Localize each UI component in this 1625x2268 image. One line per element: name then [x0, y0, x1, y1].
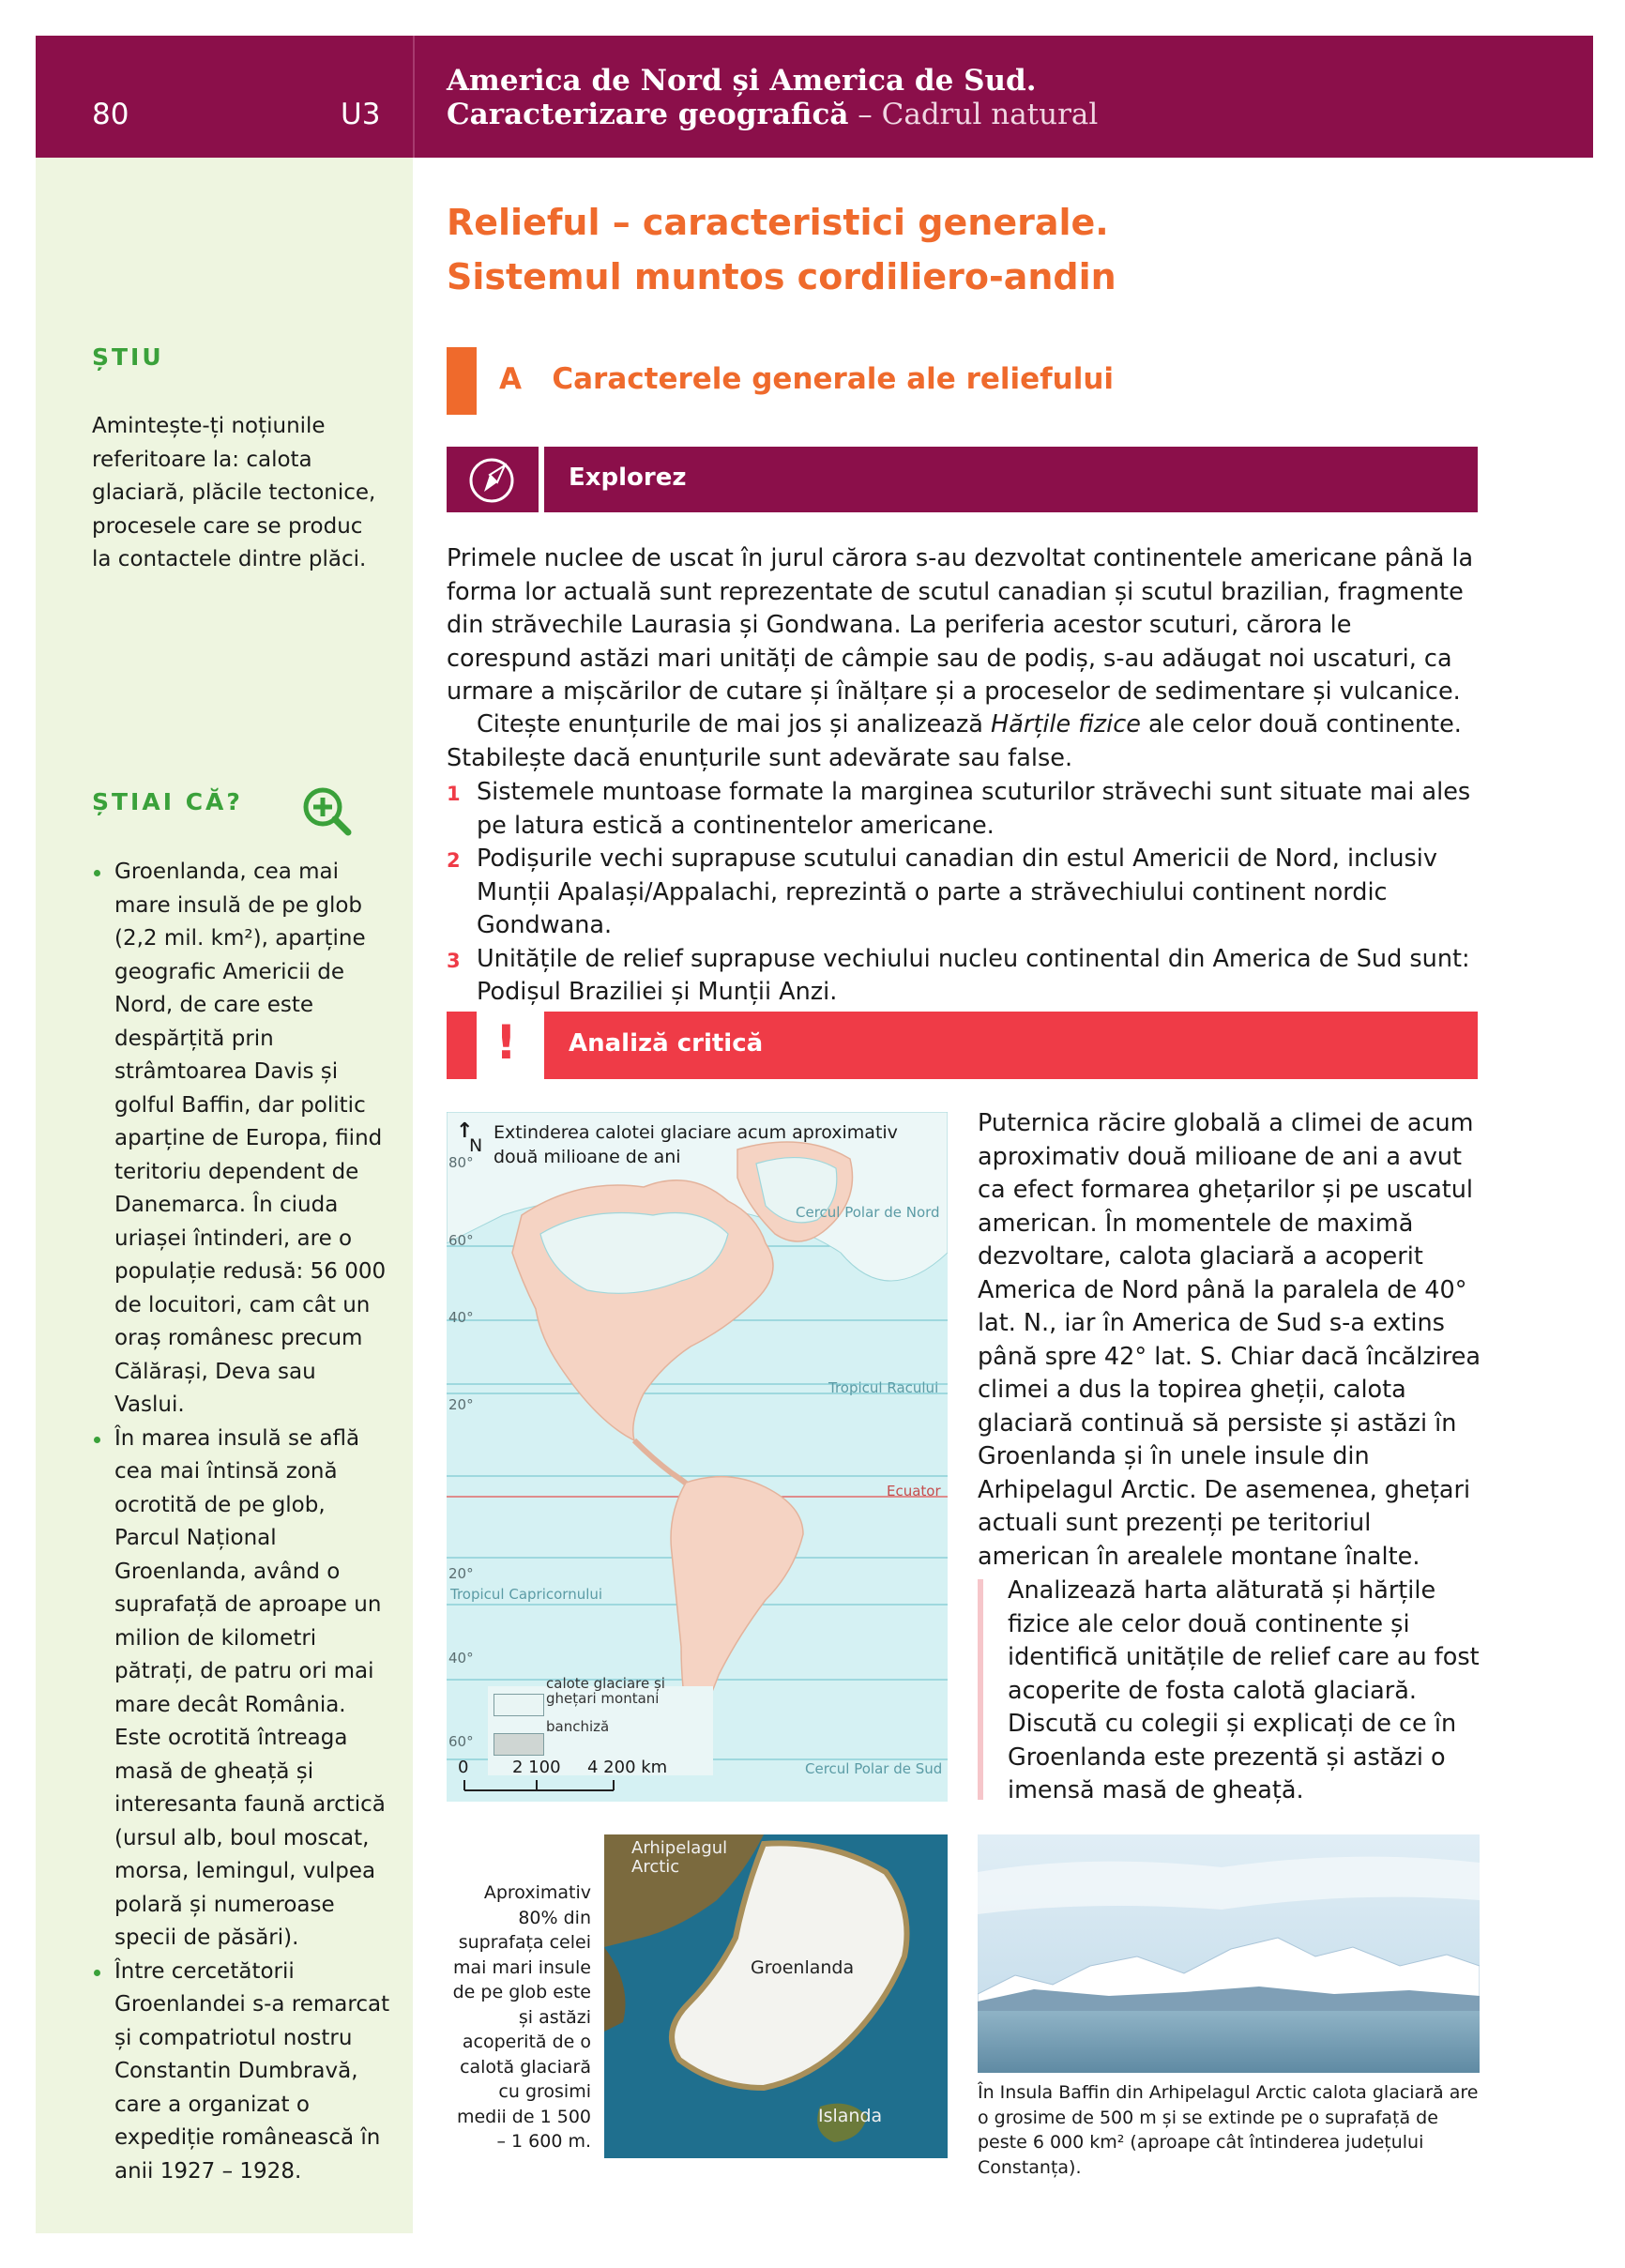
header-title-line1: America de Nord și America de Sud.: [447, 64, 1037, 98]
statement-number: 3: [447, 949, 461, 972]
baffin-drawing: [978, 1834, 1480, 2073]
explorez-bar: [544, 447, 1478, 512]
statement-number: 2: [447, 849, 461, 872]
statement-item: [447, 943, 1479, 1010]
greenland-label: Groenlanda: [751, 1957, 855, 1978]
arctic-archipelago-label: Arhipelagul Arctic: [631, 1838, 728, 1877]
scale-bar: [463, 1779, 623, 1792]
north-label: N: [469, 1135, 483, 1156]
analiza-text: Puternica răcire globală a climei de acum aproximativ două milioane de ani a avut ca efect formarea ghețarilor și pe uscatul american. În momentele de maximă dezvoltare, calota glaciară a acoperit America de Nord până la paralela de 40° lat. N., iar în America de Sud s-a extins până spre 42° lat. S. Chiar dacă încălzirea climei a dus la topirea gheții, calota glaciară continuă să persiste și astăzi în Groenlanda și în unele insule din Arhipelagul Arctic. De asemenea, ghețari actuali sunt prezenți pe teritoriul american în arealele montane înalte.: [978, 1109, 1481, 1571]
greenland-satellite-image: [604, 1834, 948, 2158]
statements-list: [447, 776, 1479, 1010]
page-number: 80: [92, 98, 129, 131]
page-header: [36, 36, 1593, 158]
baffin-photo: [978, 1834, 1480, 2073]
legend-swatch-pack: [494, 1733, 544, 1756]
header-divider: [413, 36, 415, 158]
statement-text: Podișurile vechi suprapuse scutului canadian din estul Americii de Nord, inclusiv Munții Apalași/Appalachi, reprezintă o parte a străvechiului continent nordic Gondwana.: [477, 845, 1437, 939]
stiu-heading: ȘTIU: [92, 343, 164, 371]
header-title-rest: – Cadrul natural: [848, 98, 1099, 131]
legend-swatch-ice: [494, 1694, 544, 1716]
compass-icon: [447, 447, 539, 512]
analiza-bar: [544, 1012, 1478, 1079]
stiai-heading: ȘTIAI CĂ?: [92, 788, 243, 815]
task-text-end: ale celor două continente. Stabilește dacă enunțurile sunt adevărate sau false.: [447, 710, 1462, 772]
analiza-label: Analiză critică: [569, 1029, 764, 1058]
scale-0: 0: [458, 1758, 469, 1777]
lat-40s: 40°: [448, 1650, 474, 1667]
exclamation-icon: !: [495, 1015, 517, 1070]
stiai-item: Groenlanda, cea mai mare insulă de pe glob (2,2 mil. km²), aparține geografic Americii de Nord, de care este despărțită prin strâmtoarea Davis și golful Baffin, dar politic aparține de Europa, fiind teritoriu dependent de Danemarca. În ciuda uriașei întinderi, are o populație redusă: 56 000 de locuitori, cam cât un oraș românesc precum Călărași, Deva sau Vaslui.: [92, 856, 392, 1423]
lat-60: 60°: [448, 1232, 474, 1249]
section-a-heading: [499, 362, 1114, 396]
unit-label: U3: [341, 98, 381, 131]
north-arrow-icon: ↑: [456, 1119, 474, 1143]
stiai-item: În marea insulă se află cea mai întinsă zonă ocrotită de pe glob, Parcul Național Groenlanda, având o suprafață de aproape un milion de kilometri pătrați, de patru ori mai mare decât România. Este ocrotită întreaga masă de gheață și interesanta faună arctică (ursul alb, boul moscat, morsa, lemingul, vulpea polară și numeroase specii de păsări).: [92, 1423, 392, 1956]
header-title-line2: [447, 98, 1098, 131]
statement-item: [447, 843, 1479, 943]
analiza-marker: [447, 1012, 477, 1079]
page-title: [447, 195, 1116, 304]
analiza-task: Analizează harta alăturată și hărțile fizice ale celor două continente și identifică unitățile de relief care au fost acoperite de fosta calotă glaciară. Discută cu colegii și explicați de ce în Groenlanda este prezentă și astăzi o imensă masă de gheață.: [1008, 1576, 1480, 1804]
task-text-start: Citește enunțurile de mai jos și analizează: [477, 710, 992, 738]
lat-60s: 60°: [448, 1733, 474, 1750]
scale-2100: 2 100: [512, 1758, 561, 1777]
section-marker: [447, 347, 477, 415]
statement-number: 1: [447, 783, 461, 805]
legend-ice-label: calote glaciare și ghețari montani: [546, 1675, 665, 1707]
map-title: Extinderea calotei glaciare acum aproximativ două milioane de ani: [494, 1122, 898, 1167]
antarctic-circle-label: Cercul Polar de Sud: [805, 1760, 943, 1777]
task-paragraph: [447, 708, 1479, 775]
page-title-line2: Sistemul muntos cordiliero-andin: [447, 256, 1116, 297]
equator-label: Ecuator: [887, 1483, 941, 1499]
arctic-circle-label: Cercul Polar de Nord: [796, 1204, 940, 1221]
statement-item: [447, 776, 1479, 843]
greenland-drawing: [604, 1834, 948, 2158]
lat-40: 40°: [448, 1309, 474, 1326]
lat-80: 80°: [448, 1154, 474, 1171]
task-text-italic: Hărțile fizice: [991, 710, 1141, 738]
intro-paragraph: Primele nuclee de uscat în jurul cărora s-au dezvoltat continentele americane până la forma lor actuală sunt reprezentate de scutul canadian și scutul brazilian, fragmente din străvechile Laurasia și Gondwana. La periferia acestor scuturi, cărora le corespund astăzi mari unități de câmpie sau de podiș, s-au adăugat noi uscaturi, ca urmare a mișcărilor de cutare și înălțare și a proceselor de sedimentare și vulcanice.: [447, 544, 1474, 706]
scale-4200: 4 200 km: [587, 1758, 668, 1777]
header-title-bold: Caracterizare geografică: [447, 98, 849, 131]
stiai-item: Între cercetătorii Groenlandei s-a remarcat și compatriotul nostru Constantin Dumbravă, care a organizat o expediție românească în anii 1927 – 1928.: [92, 1956, 392, 2189]
page-title-line1: Relieful – caracteristici generale.: [447, 202, 1109, 243]
section-title: Caracterele generale ale reliefului: [552, 362, 1115, 396]
tropic-capricorn-label: Tropicul Capricornului: [450, 1586, 603, 1603]
greenland-caption: Aproximativ 80% din suprafața celei mai mari insule de pe glob este și astăzi acoperită de o calotă glaciară cu grosimi medii de 1 500 – 1 600 m.: [452, 1882, 591, 2152]
legend-pack-label: banchiză: [546, 1718, 610, 1735]
section-letter: A: [499, 362, 522, 396]
stiu-text: Amintește-ți noțiunile referitoare la: calota glaciară, plăcile tectonice, procesele care se produc la contactele dintre plăci.: [92, 414, 376, 571]
task-rule: [978, 1579, 983, 1800]
explorez-icon-box: [447, 447, 539, 512]
explorez-label: Explorez: [569, 464, 687, 492]
statement-text: Unitățile de relief suprapuse vechiului nucleu continental din America de Sud sunt: Podișul Braziliei și Munții Anzi.: [477, 944, 1470, 1006]
tropic-cancer-label: Tropicul Racului: [828, 1379, 939, 1396]
baffin-caption: În Insula Baffin din Arhipelagul Arctic calota glaciară are o grosime de 500 m și se extinde pe o suprafață de peste 6 000 km² (aproape cât întinderea județului Constanța).: [978, 2082, 1479, 2178]
statement-text: Sistemele muntoase formate la marginea scuturilor străvechi sunt situate mai ales pe latura estică a continentelor americane.: [477, 778, 1471, 840]
iceland-label: Islanda: [818, 2106, 883, 2126]
magnifier-plus-icon: [300, 784, 353, 837]
lat-20n: 20°: [448, 1396, 474, 1413]
stiai-list: [92, 856, 392, 2188]
lat-20s: 20°: [448, 1565, 474, 1582]
